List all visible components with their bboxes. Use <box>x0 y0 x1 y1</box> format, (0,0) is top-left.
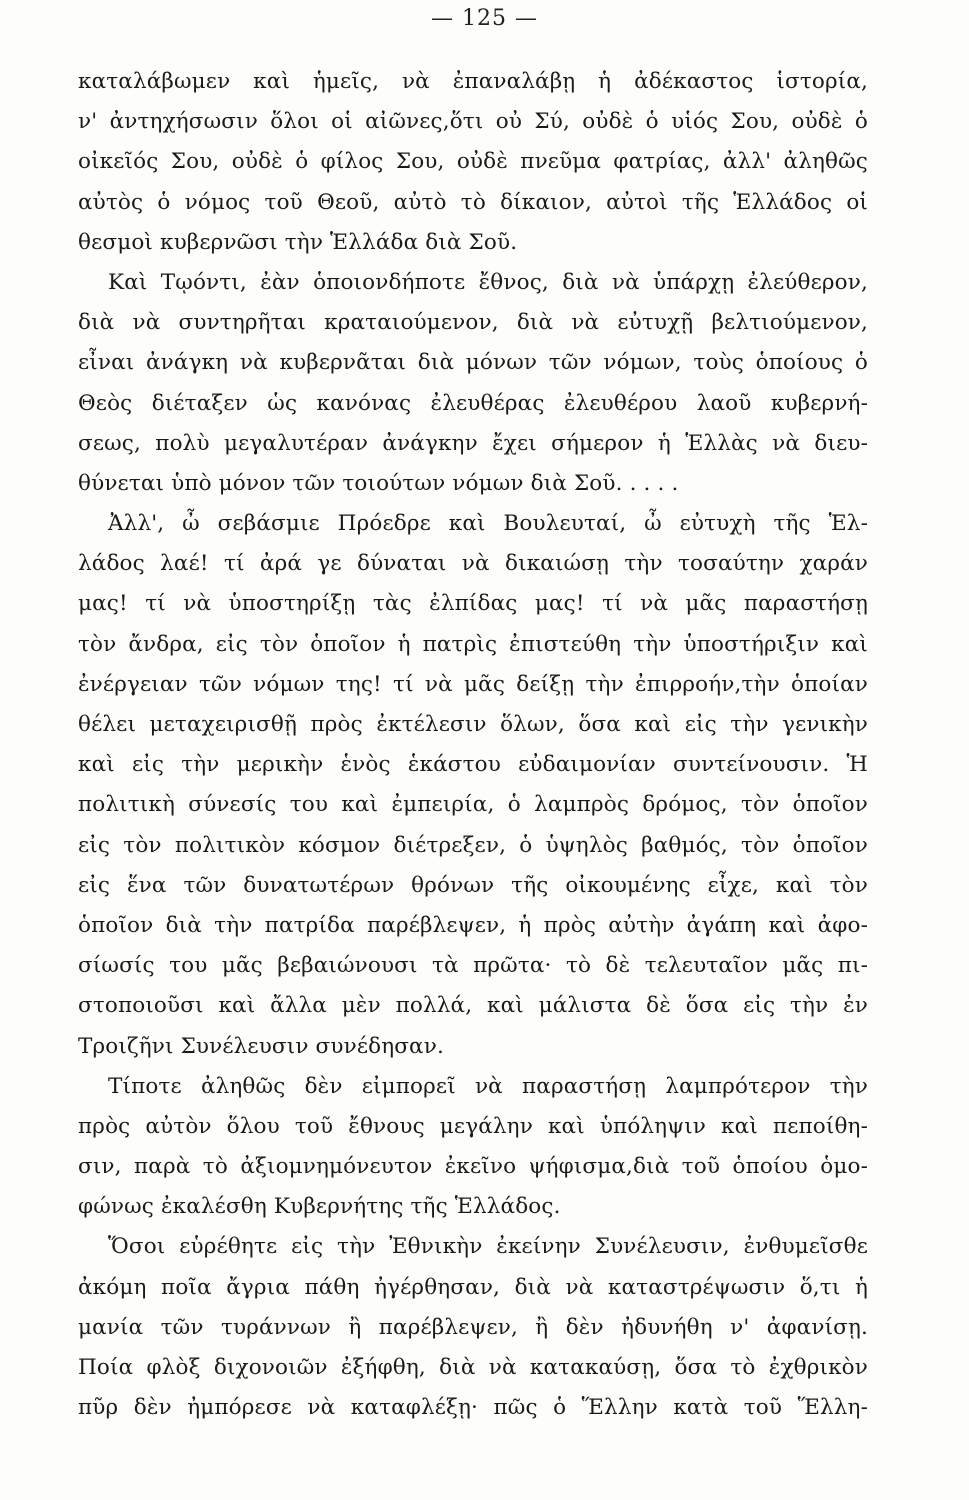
text-line: μανία τῶν τυράννων ἢ παρέβλεψεν, ἢ δὲν ἠδυνήθη ν' ἀφανίσῃ. <box>78 1314 868 1340</box>
text-line: Καὶ Τῳόντι, ἐὰν ὁποιονδήποτε ἔθνος, διὰ νὰ ὑπάρχῃ ἐλεύθερον, <box>108 269 868 295</box>
text-line: οἰκεῖός Σου, οὐδὲ ὁ φίλος Σου, οὐδὲ πνεῦμα φατρίας, ἀλλ' ἀληθῶς <box>78 149 868 175</box>
text-line: εἶναι ἀνάγκη νὰ κυβερνᾶται διὰ μόνων τῶν νόμων, τοὺς ὁποίους ὁ <box>78 350 868 376</box>
text-line: διὰ νὰ συντηρῆται κραταιούμενον, διὰ νὰ εὐτυχῇ βελτιούμενον, <box>78 310 868 336</box>
text-line: Θεὸς διέταξεν ὡς κανόνας ἐλευθέρας ἐλευθέρου λαοῦ κυβερνή- <box>78 390 868 416</box>
text-line: θέλει μεταχειρισθῇ πρὸς ἐκτέλεσιν ὅλων, ὅσα καὶ εἰς τὴν γενικὴν <box>78 712 868 737</box>
text-line: ἀκόμη ποῖα ἄγρια πάθη ἠγέρθησαν, διὰ νὰ καταστρέψωσιν ὅ,τι ἡ <box>78 1274 868 1300</box>
text-line: ὁποῖον διὰ τὴν πατρίδα παρέβλεψεν, ἡ πρὸς αὐτὴν ἀγάπη καὶ ἀφο- <box>78 912 868 938</box>
text-line: σεως, πολὺ μεγαλυτέραν ἀνάγκην ἔχει σήμερον ἡ Ἑλλὰς νὰ διευ- <box>78 430 868 456</box>
text-line: ν' ἀντηχήσωσιν ὅλοι οἱ αἰῶνες,ὅτι οὐ Σύ, οὐδὲ ὁ υἱός Σου, οὐδὲ ὁ <box>78 109 868 135</box>
text-line: φώνως ἐκαλέσθη Κυβερνήτης τῆς Ἑλλάδος. <box>78 1194 561 1220</box>
page-number: — 125 — <box>431 6 538 31</box>
text-line: στοποιοῦσι καὶ ἄλλα μὲν πολλά, καὶ μάλιστα δὲ ὅσα εἰς τὴν ἐν <box>78 993 868 1019</box>
text-line: πῦρ δὲν ἠμπόρεσε νὰ καταφλέξῃ· πῶς ὁ Ἕλλην κατὰ τοῦ Ἕλλη- <box>78 1395 868 1421</box>
text-line: Ὅσοι εὑρέθητε εἰς τὴν Ἐθνικὴν ἐκείνην Συνέλευσιν, ἐνθυμεῖσθε <box>108 1234 868 1260</box>
text-line: θεσμοὶ κυβερνῶσι τὴν Ἑλλάδα διὰ Σοῦ. <box>78 229 518 255</box>
text-line: καταλάβωμεν καὶ ἡμεῖς, νὰ ἐπαναλάβῃ ἡ ἀδέκαστος ἱστορία, <box>78 69 868 94</box>
text-line: λάδος λαέ! τί ἀρά γε δύναται νὰ δικαιώσῃ τὴν τοσαύτην χαράν <box>78 551 868 577</box>
text-line: σίωσίς του μᾶς βεβαιώνουσι τὰ πρῶτα· τὸ δὲ τελευταῖον μᾶς πι- <box>78 953 868 979</box>
body-text <box>78 62 868 1428</box>
text-line: καὶ εἰς τὴν μερικὴν ἑνὸς ἑκάστου εὐδαιμονίαν συντείνουσιν. Ἡ <box>78 752 868 778</box>
text-line: μας! τί νὰ ὑποστηρίξῃ τὰς ἐλπίδας μας! τί νὰ μᾶς παραστήσῃ <box>78 591 868 617</box>
text-line: Ποία φλὸξ διχονοιῶν ἐξήφθη, διὰ νὰ κατακαύσῃ, ὅσα τὸ ἐχθρικὸν <box>78 1355 868 1380</box>
text-line: πολιτικὴ σύνεσίς του καὶ ἐμπειρία, ὁ λαμπρὸς δρόμος, τὸν ὁποῖον <box>78 792 868 818</box>
text-line: εἰς ἕνα τῶν δυνατωτέρων θρόνων τῆς οἰκουμένης εἶχε, καὶ τὸν <box>78 872 868 898</box>
text-line: Τροιζῆνι Συνέλευσιν συνέδησαν. <box>78 1033 444 1059</box>
text-line: Τίποτε ἀληθῶς δὲν εἰμπορεῖ νὰ παραστήσῃ λαμπρότερον τὴν <box>108 1073 868 1099</box>
text-line: πρὸς αὐτὸν ὅλου τοῦ ἔθνους μεγάλην καὶ ὑπόληψιν καὶ πεποίθη- <box>78 1113 868 1139</box>
text-line: ἐνέργειαν τῶν νόμων της! τί νὰ μᾶς δείξῃ τὴν ἐπιρροήν,τὴν ὁποίαν <box>78 671 868 697</box>
text-line: θύνεται ὑπὸ μόνον τῶν τοιούτων νόμων διὰ Σοῦ. . . . . <box>78 470 679 496</box>
text-line: Ἀλλ', ὦ σεβάσμιε Πρόεδρε καὶ Βουλευταί, ὦ εὐτυχὴ τῆς Ἑλ- <box>108 511 868 537</box>
text-line: αὐτὸς ὁ νόμος τοῦ Θεοῦ, αὐτὸ τὸ δίκαιον, αὐτοὶ τῆς Ἑλλάδος οἱ <box>78 189 868 215</box>
text-line: σιν, παρὰ τὸ ἀξιομνημόνευτον ἐκεῖνο ψήφισμα,διὰ τοῦ ὁποίου ὁμο- <box>78 1154 868 1180</box>
text-line: τὸν ἄνδρα, εἰς τὸν ὁποῖον ἡ πατρὶς ἐπιστεύθη τὴν ὑποστήριξιν καὶ <box>78 631 868 657</box>
text-line: εἰς τὸν πολιτικὸν κόσμον διέτρεξεν, ὁ ὑψηλὸς βαθμός, τὸν ὁποῖον <box>78 832 868 858</box>
